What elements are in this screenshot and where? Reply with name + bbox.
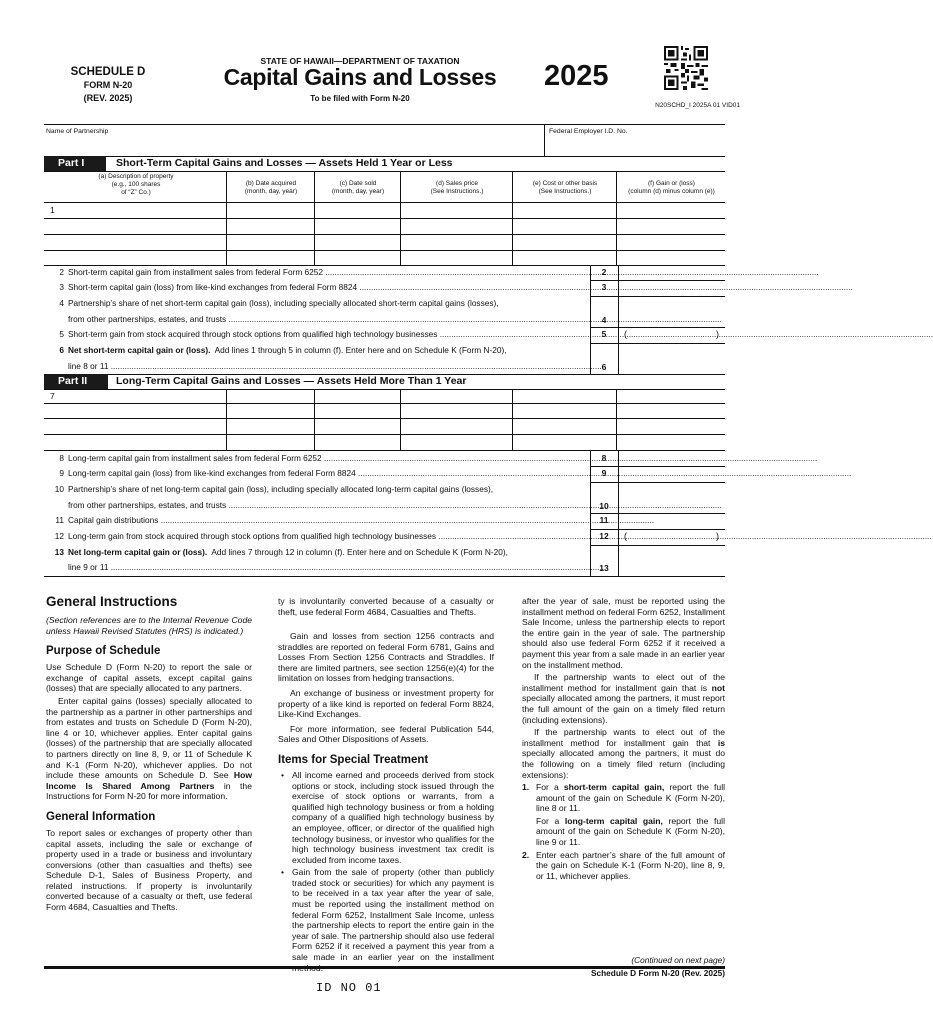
line-12-amount[interactable] <box>630 531 714 544</box>
line-3-amount[interactable] <box>620 282 724 295</box>
item1c: report the full amount of the gain on Schedule K (Form N-20), line 8 or 11. <box>536 782 726 814</box>
general-info-continued <box>278 596 494 627</box>
general-info-p1-cont: ty is involuntarily converted because of a casualty or theft, use federal Form 4684, Casualties and Thefts. <box>278 596 494 617</box>
line-2-amount[interactable] <box>620 266 724 280</box>
instructions-col-3 <box>522 596 725 881</box>
general-instructions-title: General Instructions <box>46 594 178 609</box>
paren-close: ) <box>716 329 719 339</box>
line-num: 5 <box>59 329 64 339</box>
line-text: line 9 or 11 ..... <box>68 560 582 575</box>
divider <box>44 389 725 390</box>
general-info-title: General Information <box>46 810 156 823</box>
col3-p3b: is <box>717 737 725 748</box>
box-num: 11 <box>599 515 609 525</box>
purpose-title: Purpose of Schedule <box>46 645 161 658</box>
divider <box>616 389 617 450</box>
special-list <box>278 769 494 973</box>
paren-close: ) <box>716 531 719 541</box>
footer-form-ref: Schedule D Form N-20 (Rev. 2025) <box>590 968 725 978</box>
line-num: 11 <box>55 515 64 525</box>
line-6-text <box>68 343 582 358</box>
partnership-name-label: Name of Partnership <box>46 128 109 135</box>
divider <box>44 250 725 251</box>
line-13-text <box>68 545 582 560</box>
line-7-label: 7 <box>50 391 55 401</box>
col3-p2 <box>522 672 725 725</box>
item-number: 1. <box>522 782 530 793</box>
purpose-p2c: in the Instructions for Form N-20 for more information. <box>46 780 252 802</box>
divider <box>44 234 725 235</box>
divider <box>400 171 401 265</box>
column-f-title: (f) Gain or (loss) <box>648 180 695 187</box>
fein-label: Federal Employer I.D. No. <box>549 128 628 135</box>
column-b-header <box>228 180 314 196</box>
divider <box>512 171 513 265</box>
divider <box>44 434 725 435</box>
item1a: For a <box>536 782 559 793</box>
item2: Enter each partner’s share of the full amount of the gain on Schedule K-1 (Form N-20), line 8, 9, or 11, whichever applies. <box>536 849 725 881</box>
line-text: Short-term gain from stock acquired through stock options from qualified high technology businesses ..... <box>68 327 582 342</box>
box-num: 12 <box>599 531 609 541</box>
column-e-sub: (See Instructions.) <box>538 188 592 195</box>
line-num: 4 <box>59 298 64 308</box>
line-6-bold: Net short-term capital gain or (loss). <box>68 345 211 355</box>
purpose-p2b: How Income Is Shared Among Partners <box>46 770 252 791</box>
line-13-bold: Net long-term capital gain or (loss). <box>68 547 208 557</box>
column-c-title: (c) Date sold <box>339 180 377 187</box>
line-13-amount[interactable] <box>620 547 724 575</box>
line-num: 2 <box>59 267 64 277</box>
line-6-rest: Add lines 1 through 5 in column (f). Enter here and on Schedule K (Form N-20), <box>214 345 507 355</box>
list-item: • All income earned and proceeds derived from stock options or stock, including stock issued through the exercise of stock options or warrants, from a qualified high technology business or from a holding company of a qualified high technology business by an employee, officer, or director of the qualified high technology business, or investor who qualifies for the high technology business investment tax credit is excluded from income taxes. <box>278 770 494 865</box>
box-num: 10 <box>599 501 609 511</box>
section-note: (Section references are to the Internal Revenue Code unless Hawaii Revised Statutes (HRS) is indicated.) <box>46 615 252 636</box>
col2-p2: Gain and losses from section 1256 contracts and straddles are reported on federal Form 6781, Gains and Losses From Section 1256 Contracts and Straddles. If there are limited partners, see section 1256(e)(4) for the limitation on losses from hedging transactions. <box>278 631 494 684</box>
column-c-sub: (month, day, year) <box>331 188 385 195</box>
column-b-sub: (month, day, year) <box>244 188 298 195</box>
tax-year: 2025 <box>544 60 609 92</box>
form-code: N20SCHD_I 2025A 01 VID01 <box>655 102 740 109</box>
column-c-header <box>316 180 400 196</box>
divider <box>44 202 725 203</box>
divider <box>44 218 725 219</box>
col2-p4: For more information, see federal Publication 544, Sales and Other Dispositions of Assets. <box>278 723 494 745</box>
column-d-sub: (See Instructions.) <box>430 188 484 195</box>
revision-label: (REV. 2025) <box>83 93 133 103</box>
line-5-amount[interactable] <box>630 329 714 342</box>
column-d-title: (d) Sales price <box>436 180 478 187</box>
divider <box>590 482 725 483</box>
divider <box>400 389 401 450</box>
line-text: Partnership’s share of net short-term capital gain (loss), including specially allocated short-term capital gains (losses), <box>68 298 499 308</box>
divider <box>544 124 545 156</box>
schedule-block <box>62 66 154 105</box>
column-d-header <box>402 180 512 196</box>
divider <box>44 171 725 172</box>
filed-with-label: To be filed with Form N-20 <box>310 94 410 103</box>
partnership-name-field[interactable] <box>46 138 540 154</box>
id-number: ID NO 01 <box>316 981 382 995</box>
special-treatment-title: Items for Special Treatment <box>278 753 429 766</box>
line-text: line 8 or 11 ..... <box>68 359 582 374</box>
line-text: Partnership’s share of net long-term capital gain (loss), including specially allocated long-term capital gains (losses), <box>68 484 494 494</box>
instructions-col-2 <box>278 596 494 973</box>
column-b-title: (b) Date acquired <box>245 180 297 187</box>
col3-p3a: If the partnership wants to elect out of the installment method for installment gain that <box>522 727 725 748</box>
box-num: 8 <box>601 453 607 463</box>
box-num: 4 <box>601 315 607 325</box>
box-num: 13 <box>599 563 609 573</box>
column-f-sub: (column (d) minus column (e)) <box>628 188 715 195</box>
item1d: For a <box>536 815 560 826</box>
divider <box>44 124 725 125</box>
line-1-label: 1 <box>50 205 55 215</box>
divider <box>590 545 725 546</box>
list-item: • Gain from the sale of property (other than publicly traded stock or securities) for which any payment is to be received in a tax year after the year of sale, must be reported using the installment method on federal Form 6252, Installment Sale Income, unless the partnership elects to report the entire gain in the year of sale. The partnership should also use federal Form 6252 if it received a payment this year from a sale made in an earlier year on the installment method. <box>278 867 494 899</box>
part2-title: Long-Term Capital Gains and Losses — Assets Held More Than 1 Year <box>116 375 467 387</box>
col3-p2b: not <box>711 682 725 693</box>
box-num: 2 <box>601 267 607 277</box>
divider <box>512 389 513 450</box>
line-num: 13 <box>54 547 64 557</box>
box-num: 6 <box>601 362 607 372</box>
line-8-amount[interactable] <box>620 452 724 465</box>
general-info-p1-part: To report sales or exchanges of property other than capital assets, including the sale or exchange of property used in a trade or business and involuntary conversions (other than casualties and thefts) see Schedule D-1, Sales of Business Property, and related instructions. If property is involuntarily converted because of a casualty or theft, use federal Form 4684, Casualties and Thefts. <box>46 827 252 913</box>
list-item-1 <box>522 782 725 814</box>
divider <box>590 343 725 344</box>
divider <box>314 171 315 265</box>
divider <box>44 576 725 577</box>
line-text: from other partnerships, estates, and trusts ..... <box>68 498 582 513</box>
divider <box>314 389 315 450</box>
bullet2-cont: after the year of sale, must be reported using the installment method on federal Form 6252, Installment Sale Income, unless the partnership elects to report the entire gain in the year of sale. The partnership should also use federal Form 6252 if it received a payment this year from a sale made in an earlier year on the installment method. <box>522 596 726 670</box>
line-num: 9 <box>59 468 64 478</box>
col2-p3: An exchange of business or investment property for property of a like kind is reported on federal Form 8824, Like-Kind Exchanges. <box>278 687 494 720</box>
line-10-amount[interactable] <box>620 484 724 512</box>
purpose-p2 <box>46 696 252 802</box>
line-num: 10 <box>54 484 64 494</box>
continued-note: (Continued on next page) <box>631 955 725 965</box>
purpose-p1: Use Schedule D (Form N-20) to report the sale or exchange of capital assets, except capital gains (losses) that are specially allocated to any partners. <box>46 662 252 694</box>
item1e: long-term capital gain, <box>564 815 663 826</box>
item1f: report the full amount of the gain on Schedule K (Form N-20), line 9 or 11. <box>536 815 725 848</box>
page-title: Capital Gains and Losses <box>223 64 497 90</box>
instructions-col-1 <box>46 594 252 913</box>
column-f-header <box>618 180 725 196</box>
divider <box>44 403 725 404</box>
column-e-header <box>514 180 616 196</box>
column-a-sub: (e.g., 100 shares <box>111 181 161 188</box>
divider <box>226 389 227 450</box>
column-a-title: (a) Description of property <box>98 173 174 180</box>
line-11-amount[interactable] <box>620 515 724 528</box>
column-e-title: (e) Cost or other basis <box>532 180 598 187</box>
item-number: 2. <box>522 849 530 860</box>
line-text: Short-term capital gain from installment sales from federal Form 6252 ..... <box>68 265 582 280</box>
purpose-p2a: Enter capital gains (losses) specially allocated to the partnership as a partner in other partnerships and from estates and trusts on Schedule D (Form N-20), line 4 or 10, whichever applies. Enter capital gains (losses) of the partnership that are specially allocated to partners directly on line 8, 9, or 11 of Schedule K and K-1 (Form N-20), whichever applies. Do not include these amounts on Schedule D. See <box>46 695 252 781</box>
line-text: from other partnerships, estates, and trusts ..... <box>68 312 582 327</box>
box-num: 3 <box>601 282 607 292</box>
list-item-2 <box>522 850 725 882</box>
line-4-amount[interactable] <box>620 298 724 326</box>
col3-p2c: specially allocated among the partners, it must report the full amount of the gain on a timely filed return (including extensions). <box>522 693 725 725</box>
line-6-amount[interactable] <box>620 345 724 373</box>
column-a-sub: of “Z” Co.) <box>121 189 151 196</box>
form-label: FORM N-20 <box>83 80 133 90</box>
line-num: 3 <box>59 282 64 292</box>
line-9-amount[interactable] <box>620 468 724 481</box>
list-item-1b <box>522 816 725 848</box>
divider <box>590 296 725 297</box>
line-num: 8 <box>59 453 64 463</box>
line-13-rest: Add lines 7 through 12 in column (f). Enter here and on Schedule K (Form N-20), <box>211 547 508 557</box>
box-num: 9 <box>601 468 607 478</box>
divider <box>616 171 617 265</box>
fein-field[interactable] <box>549 138 723 154</box>
item1b: short-term capital gain, <box>563 782 665 793</box>
part1-title: Short-Term Capital Gains and Losses — Assets Held 1 Year or Less <box>116 157 453 169</box>
column-a-header <box>46 173 226 197</box>
divider <box>44 418 725 419</box>
divider <box>226 171 227 265</box>
line-text: Long-term gain from stock acquired through stock options from qualified high technology businesses ..... <box>68 529 582 544</box>
col3-p2a: If the partnership wants to elect out of the installment method for installment gain that is <box>522 672 725 693</box>
part2-tag: Part II <box>44 374 108 389</box>
schedule-label: SCHEDULE D <box>70 66 146 78</box>
box-num: 5 <box>601 329 607 339</box>
qr-code-icon <box>664 46 708 90</box>
paren-open: ( <box>624 531 627 541</box>
line-text: Long-term capital gain (loss) from like-kind exchanges from federal Form 8824 ..... <box>68 466 582 481</box>
line-num: 12 <box>54 531 64 541</box>
col3-p3 <box>522 727 725 780</box>
paren-open: ( <box>624 329 627 339</box>
agency-label: STATE OF HAWAII—DEPARTMENT OF TAXATION <box>260 56 460 66</box>
line-text: Long-term capital gain from installment sales from federal Form 6252 ..... <box>68 451 582 466</box>
col3-p3c: specially allocated among the partners, it must do the following on a timely filed return (including extensions): <box>522 748 725 780</box>
line-num: 6 <box>59 345 64 355</box>
line-text: Capital gain distributions ..... <box>68 513 582 528</box>
part1-tag: Part I <box>44 156 106 171</box>
line-text: Short-term capital gain (loss) from like-kind exchanges from federal Form 8824 ..... <box>68 280 582 295</box>
